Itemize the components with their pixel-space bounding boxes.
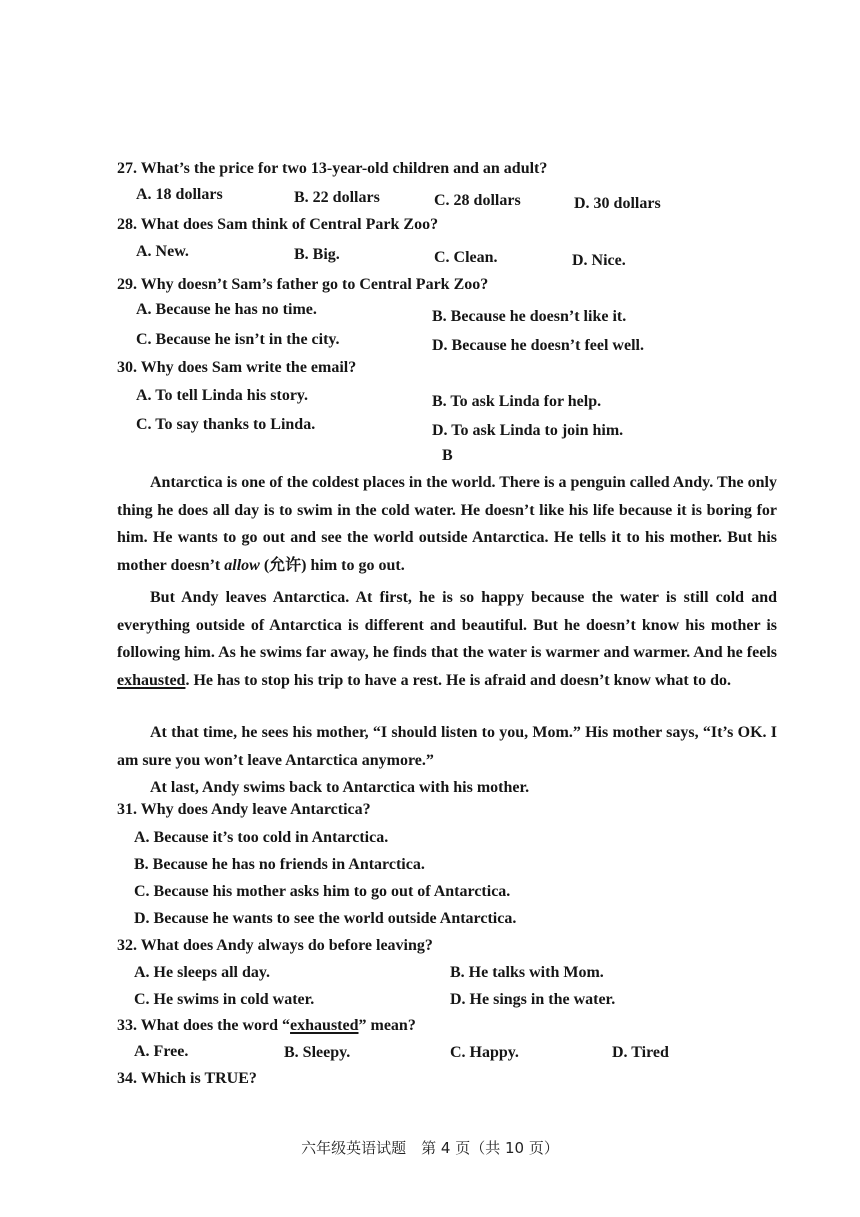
- passage-paragraph-3: [117, 719, 777, 774]
- question-29-option-a: A. Because he has no time.: [136, 301, 317, 318]
- passage-p4-text: At last, Andy swims back to Antarctica with his mother.: [150, 779, 530, 796]
- passage-p1-text-b: him to go out.: [306, 556, 405, 574]
- question-29-option-c: C. Because he isn’t in the city.: [136, 331, 340, 348]
- question-27-option-c: C. 28 dollars: [434, 192, 521, 209]
- question-33-option-d: D. Tired: [612, 1044, 669, 1061]
- question-33-stem: [117, 1017, 416, 1035]
- passage-allow-word: allow: [224, 556, 260, 574]
- question-32-option-c: C. He swims in cold water.: [134, 991, 315, 1008]
- question-27-option-d: D. 30 dollars: [574, 195, 661, 212]
- question-30-stem: 30. Why does Sam write the email?: [117, 359, 357, 376]
- question-29-option-b: B. Because he doesn’t like it.: [432, 308, 627, 325]
- passage-p3-text: At that time, he sees his mother, “I should listen to you, Mom.” His mother says, “It’s OK. I am sure you won’t leave Antarctica anymore.”: [117, 724, 777, 769]
- passage-paragraph-2: [117, 584, 777, 694]
- question-33-option-a: A. Free.: [134, 1043, 189, 1060]
- question-31-option-d: D. Because he wants to see the world outside Antarctica.: [134, 910, 517, 927]
- question-33-stem-before: 33. What does the word “: [117, 1017, 291, 1034]
- page-footer: 六年级英语试题 第 4 页（共 10 页）: [301, 1139, 559, 1157]
- question-30-option-d: D. To ask Linda to join him.: [432, 422, 624, 439]
- passage-p2-text-a: But Andy leaves Antarctica. At first, he is so happy because the water is still cold and everything outside of Antarctica is different and beautiful. But he doesn’t know his mother is following him. As he swims far away, he finds that the water is warmer and warmer. And he feels: [117, 589, 777, 661]
- passage-exhausted-word: exhausted: [117, 671, 186, 689]
- question-27-stem: 27. What’s the price for two 13-year-old children and an adult?: [117, 160, 548, 177]
- question-28-option-a: A. New.: [136, 243, 189, 260]
- question-33-stem-after: ” mean?: [358, 1017, 416, 1034]
- passage-allow-gloss: (允许): [259, 556, 307, 574]
- question-29-stem: 29. Why doesn’t Sam’s father go to Central Park Zoo?: [117, 276, 489, 293]
- question-28-option-d: D. Nice.: [572, 252, 626, 269]
- question-33-option-b: B. Sleepy.: [284, 1044, 351, 1061]
- question-31-option-c: C. Because his mother asks him to go out of Antarctica.: [134, 883, 511, 900]
- passage-p2-text-b: . He has to stop his trip to have a rest. He is afraid and doesn’t know what to do.: [185, 671, 731, 689]
- question-33-exhausted-word: exhausted: [290, 1017, 359, 1034]
- question-27-option-a: A. 18 dollars: [136, 186, 223, 203]
- question-29-option-d: D. Because he doesn’t feel well.: [432, 337, 644, 354]
- passage-paragraph-4: [117, 774, 777, 802]
- question-32-option-a: A. He sleeps all day.: [134, 964, 271, 981]
- question-30-option-c: C. To say thanks to Linda.: [136, 416, 316, 433]
- passage-paragraph-1: [117, 469, 777, 579]
- question-30-option-b: B. To ask Linda for help.: [432, 393, 602, 410]
- question-31-option-b: B. Because he has no friends in Antarctica.: [134, 856, 425, 873]
- question-28-option-c: C. Clean.: [434, 249, 498, 266]
- question-32-option-b: B. He talks with Mom.: [450, 964, 604, 981]
- question-30-option-a: A. To tell Linda his story.: [136, 387, 309, 404]
- question-32-option-d: D. He sings in the water.: [450, 991, 616, 1008]
- question-28-stem: 28. What does Sam think of Central Park Zoo?: [117, 216, 439, 233]
- question-31-stem: 31. Why does Andy leave Antarctica?: [117, 801, 371, 818]
- passage-p1-text-a: Antarctica is one of the coldest places in the world. There is a penguin called Andy. The only thing he does all day is to swim in the cold water. He doesn’t like his life because it is boring for him. He wants to go out and see the world outside Antarctica. He tells it to his mother. But his mother doesn’t: [117, 474, 777, 574]
- question-31-option-a: A. Because it’s too cold in Antarctica.: [134, 829, 389, 846]
- question-32-stem: 32. What does Andy always do before leaving?: [117, 937, 433, 954]
- question-33-option-c: C. Happy.: [450, 1044, 519, 1061]
- question-34-stem: 34. Which is TRUE?: [117, 1070, 257, 1087]
- question-27-option-b: B. 22 dollars: [294, 189, 380, 206]
- question-28-option-b: B. Big.: [294, 246, 340, 263]
- section-b-title: B: [442, 447, 453, 464]
